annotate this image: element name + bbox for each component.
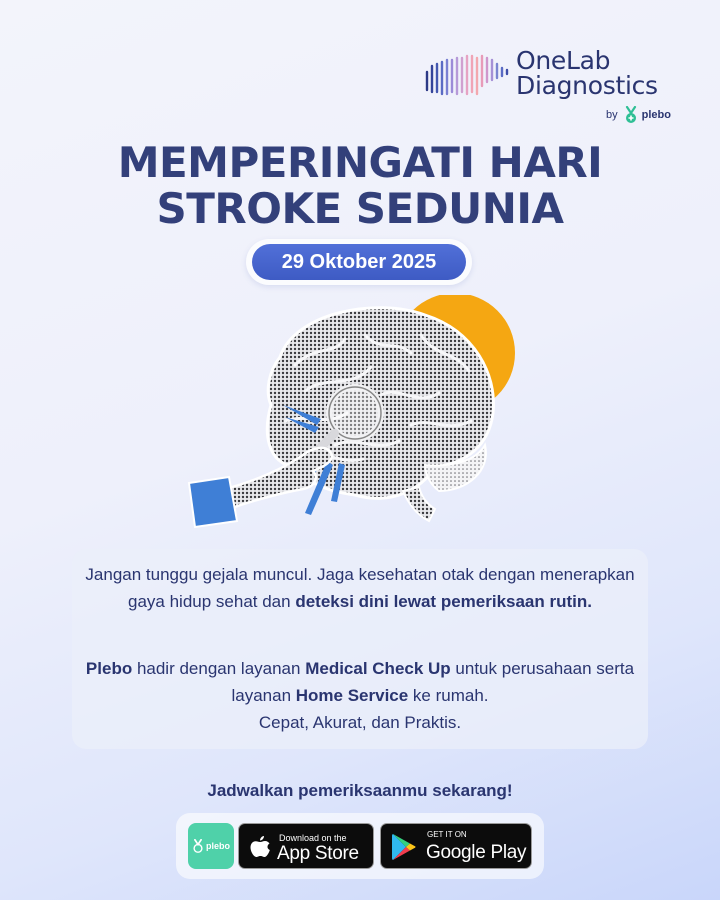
- app-store-label: App Store: [277, 843, 359, 864]
- title-line-2: STROKE SEDUNIA: [156, 184, 564, 233]
- plebo-app-label: plebo: [206, 841, 230, 851]
- app-store-small-text: Download on the: [279, 833, 347, 843]
- date-badge-frame: [246, 239, 472, 285]
- by-label: by: [606, 109, 618, 121]
- date-badge: 29 Oktober 2025: [252, 244, 466, 280]
- cta-text: Jadwalkan pemeriksaanmu sekarang!: [207, 781, 513, 800]
- app-store-button[interactable]: [238, 823, 374, 869]
- sleeve-shape: [189, 477, 237, 527]
- paragraph-services: Plebo hadir dengan layanan Medical Check Up untuk perusahaan serta layanan Home Service ke rumah. Cepat, Akurat, dan Praktis.: [85, 659, 635, 732]
- brand-byline: [606, 106, 671, 124]
- google-play-icon: [391, 833, 417, 861]
- google-play-small-text: GET IT ON: [427, 830, 467, 839]
- plebo-app-button[interactable]: [188, 823, 234, 869]
- google-play-label: Google Play: [426, 842, 527, 863]
- apple-icon: [249, 834, 271, 860]
- onelab-logo: [424, 48, 674, 128]
- store-badges: [176, 813, 544, 879]
- brain-illustration: [185, 295, 525, 530]
- brain-stem: [403, 487, 435, 521]
- parent-brand: plebo: [641, 109, 671, 121]
- barcode-logo-icon: [424, 52, 512, 96]
- google-play-button[interactable]: [380, 823, 532, 869]
- info-card: [72, 549, 648, 749]
- plebo-logo-icon: [192, 839, 204, 853]
- paragraph-awareness: Jangan tunggu gejala muncul. Jaga kesehatan otak dengan menerapkan gaya hidup sehat dan deteksi dini lewat pemeriksaan rutin.: [85, 565, 635, 611]
- plebo-logo-icon: [624, 106, 638, 124]
- page-title: [0, 140, 720, 232]
- title-line-1: MEMPERINGATI HARI: [117, 138, 603, 187]
- brand-name: OneLab Diagnostics: [516, 46, 658, 100]
